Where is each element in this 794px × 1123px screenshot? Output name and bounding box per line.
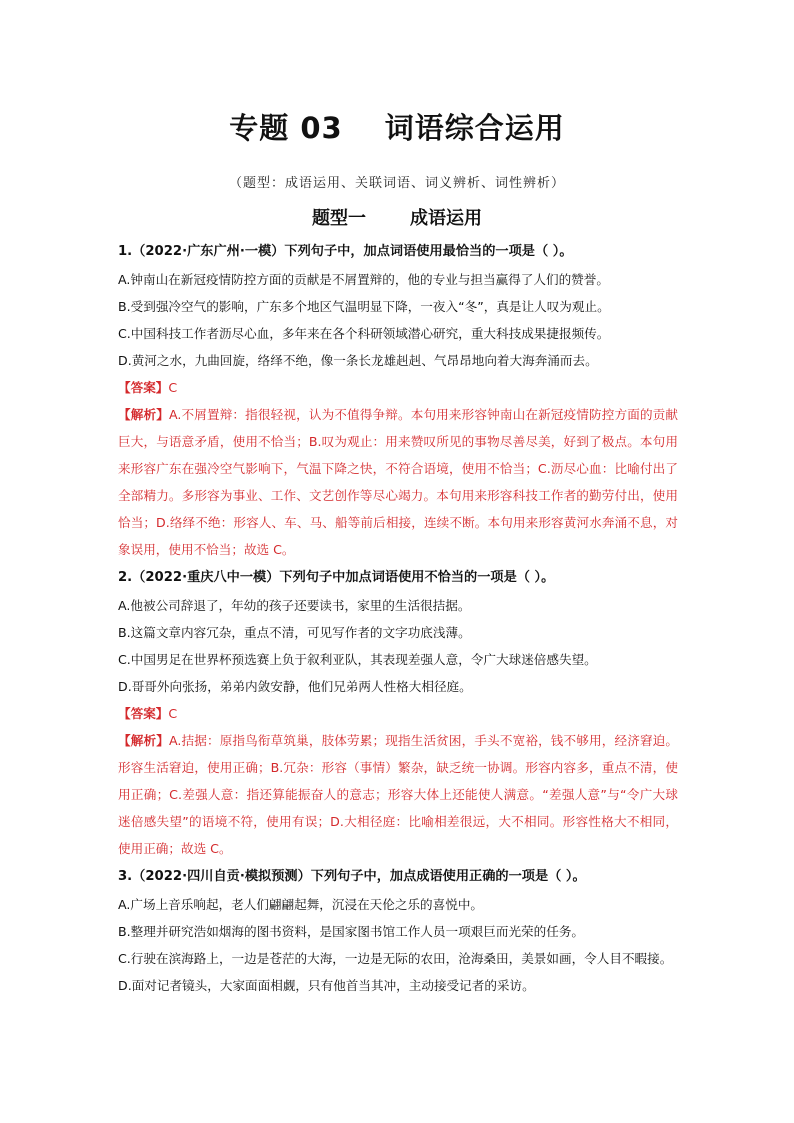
analysis-text-part-1: A.拮据：原指鸟衔草筑巢，肢体劳累；现指生活贫困，手头不宽裕，钱不够用，经济窘迫。形容生活窘迫，使用正确；B.冗杂：形容（事情）繁杂，缺乏统一协调。形容内容多，重点不清，使用正确；C.差强人意：指还算能振奋人的意志；形容大体上还能使人满意。: [118, 733, 679, 802]
analysis-tag: 【解析】: [118, 407, 169, 422]
analysis-tag: 【解析】: [118, 733, 169, 748]
option-a: A.钟南山在新冠疫情防控方面的贡献是不屑置辩的，他的专业与担当赢得了人们的赞誉。: [118, 272, 609, 287]
question-stem: 2.（2022·重庆八中一模）下列句子中加点词语使用不恰当的一项是（ ）。: [118, 570, 555, 585]
option-b: B.这篇文章内容冗杂，重点不清，可见写作者的文字功底浅薄。: [118, 625, 471, 640]
option-b: B.整理并研究浩如烟海的图书资料，是国家图书馆工作人员一项艰巨而光荣的任务。: [118, 924, 585, 939]
answer-line: [118, 374, 678, 401]
option-d: D.面对记者镜头，大家面面相觑，只有他首当其冲，主动接受记者的采访。: [118, 978, 535, 993]
answer-line: [118, 700, 678, 727]
title-topic-number: 专题 03: [229, 111, 343, 145]
option-a: A.广场上音乐响起，老人们翩翩起舞，沉浸在天伦之乐的喜悦中。: [118, 897, 484, 912]
option-b: B.受到强冷空气的影响，广东多个地区气温明显下降，一夜入“冬”，真是让人叹为观止。: [118, 299, 610, 314]
answer-tag: 【答案】: [118, 706, 169, 721]
question-2: [118, 566, 678, 862]
option-a: A.他被公司辞退了，年幼的孩子还要读书，家里的生活很拮据。: [118, 598, 471, 613]
answer-value: C: [168, 706, 178, 721]
question-3: [118, 865, 678, 999]
analysis-paragraph: [118, 401, 678, 563]
section-heading: [0, 204, 794, 230]
question-stem: 3.（2022·四川自贡·模拟预测）下列句子中，加点成语使用正确的一项是（ ）。: [118, 869, 586, 884]
page-title: [0, 106, 794, 147]
option-c: C.中国科技工作者沥尽心血，多年来在各个科研领域潜心研究，重大科技成果捷报频传。: [118, 326, 610, 341]
section-number: 题型一: [312, 208, 366, 229]
question-stem: 1.（2022·广东广州·一模）下列句子中，加点词语使用最恰当的一项是（ ）。: [118, 244, 573, 259]
analysis-text-part-3: D.大相径庭：比喻相差很远，大不相同。形容性格大不相同，使用正确；故选 C。: [118, 814, 678, 856]
analysis-text-part-2: “差强人意”与“令广大球迷倍感失望”的语境不符，使用有误；: [118, 787, 679, 829]
question-1: [118, 240, 678, 563]
analysis-text: A.不屑置辩：指很轻视，认为不值得争辩。本句用来形容钟南山在新冠疫情防控方面的贡献巨大，与语意矛盾，使用不恰当；B.叹为观止：用来赞叹所见的事物尽善尽美，好到了极点。本句用来形容广东在强冷空气影响下，气温下降之快，不符合语境，使用不恰当；C.沥尽心血：比喻付出了全部精力。多形容为事业、工作、文艺创作等尽心竭力。本句用来形容科技工作者的勤劳付出，使用恰当；D.络绎不绝：形容人、车、马、船等前后相接，连续不断。本句用来形容黄河水奔涌不息，对象误用，使用不恰当；故选 C。: [118, 407, 679, 557]
section-name: 成语运用: [410, 208, 482, 229]
answer-tag: 【答案】: [118, 380, 169, 395]
option-d: D.黄河之水，九曲回旋，络绎不绝，像一条长龙雄赳赳、气昂昂地向着大海奔涌而去。: [118, 353, 598, 368]
analysis-paragraph: [118, 727, 678, 862]
option-c: C.中国男足在世界杯预选赛上负于叙利亚队，其表现差强人意，令广大球迷倍感失望。: [118, 652, 597, 667]
questions-content: [118, 237, 678, 999]
option-d: D.哥哥外向张扬，弟弟内敛安静，他们兄弟两人性格大相径庭。: [118, 679, 472, 694]
answer-value: C: [168, 380, 178, 395]
title-topic-name: 词语综合运用: [384, 111, 565, 145]
question-types-subtitle: （题型：成语运用、关联词语、词义辨析、词性辨析）: [228, 176, 565, 191]
option-c: C.行驶在滨海路上，一边是苍茫的大海，一边是无际的农田，沧海桑田，美景如画，令人目不暇接。: [118, 951, 673, 966]
